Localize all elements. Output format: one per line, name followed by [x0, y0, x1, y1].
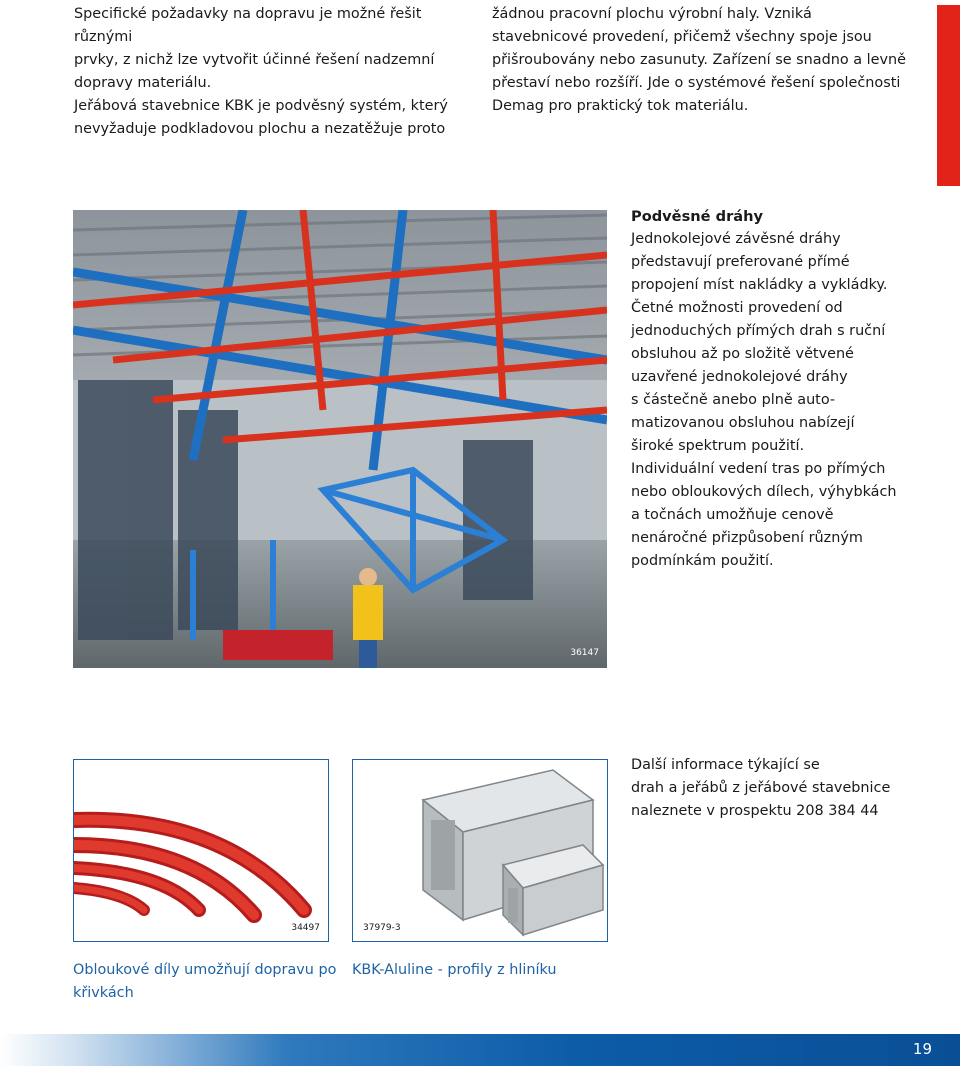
photo-code: 36147 [570, 648, 599, 658]
intro-paragraph-right: žádnou pracovní plochu výrobní haly. Vzniká stavebnicové provedení, přičemž všechny spoje jsou přišroubovány nebo zasunuty. Zařízení se snadno a levně přestaví nebo rozšíří. Jde o systémové řešení společnosti Demag pro praktický tok materiálu. [492, 6, 906, 114]
alu-photo-code: 37979-3 [363, 923, 401, 933]
rail-photo-caption: Obloukové díly umožňují dopravu po křivkách [73, 962, 337, 1001]
red-side-tab [937, 5, 960, 186]
section-body-text: Jednokolejové závěsné dráhy představují preferované přímé propojení míst nakládky a vykládky. Četné možnosti provedení od jednoduchých přímých drah s ruční obsluhou až po složitě větvené uzavřené jednokolejové dráhy s částečně anebo plně auto- matizovanou obsluhou nabízejí široké spektrum použití. Individuální vedení tras po přímých nebo obloukových dílech, výhybkách a točnách umožňuje cenově nenáročné přizpůsobení různým podmínkám použití. [631, 231, 897, 569]
curved-rails-illustration [74, 760, 329, 942]
alu-photo-caption: KBK-Aluline - profily z hliníku [352, 962, 557, 978]
rail-photo-code: 34497 [291, 923, 320, 933]
factory-crane-photo [73, 210, 607, 668]
intro-paragraph-left: Specifické požadavky na dopravu je možné řešit různými prvky, z nichž lze vytvořit účinné řešení nadzemní dopravy materiálu. Jeřábová stavebnice KBK je podvěsný systém, který nevyžaduje podkladovou plochu a nezatěžuje proto [74, 6, 448, 137]
curved-rails-photo [73, 759, 329, 942]
aluminium-profiles-illustration [353, 760, 608, 942]
intro-text-right [492, 3, 912, 118]
aluminium-profiles-photo [352, 759, 608, 942]
footer-bar [0, 1034, 960, 1066]
section-heading: Podvěsné dráhy [631, 208, 764, 225]
factory-crane-illustration [73, 210, 607, 668]
intro-text-left [74, 3, 484, 141]
page-number: 19 [912, 1040, 932, 1058]
more-info-text: Další informace týkající se drah a jeřábů z jeřábové stavebnice naleznete v prospektu 208 384 44 [631, 757, 891, 819]
